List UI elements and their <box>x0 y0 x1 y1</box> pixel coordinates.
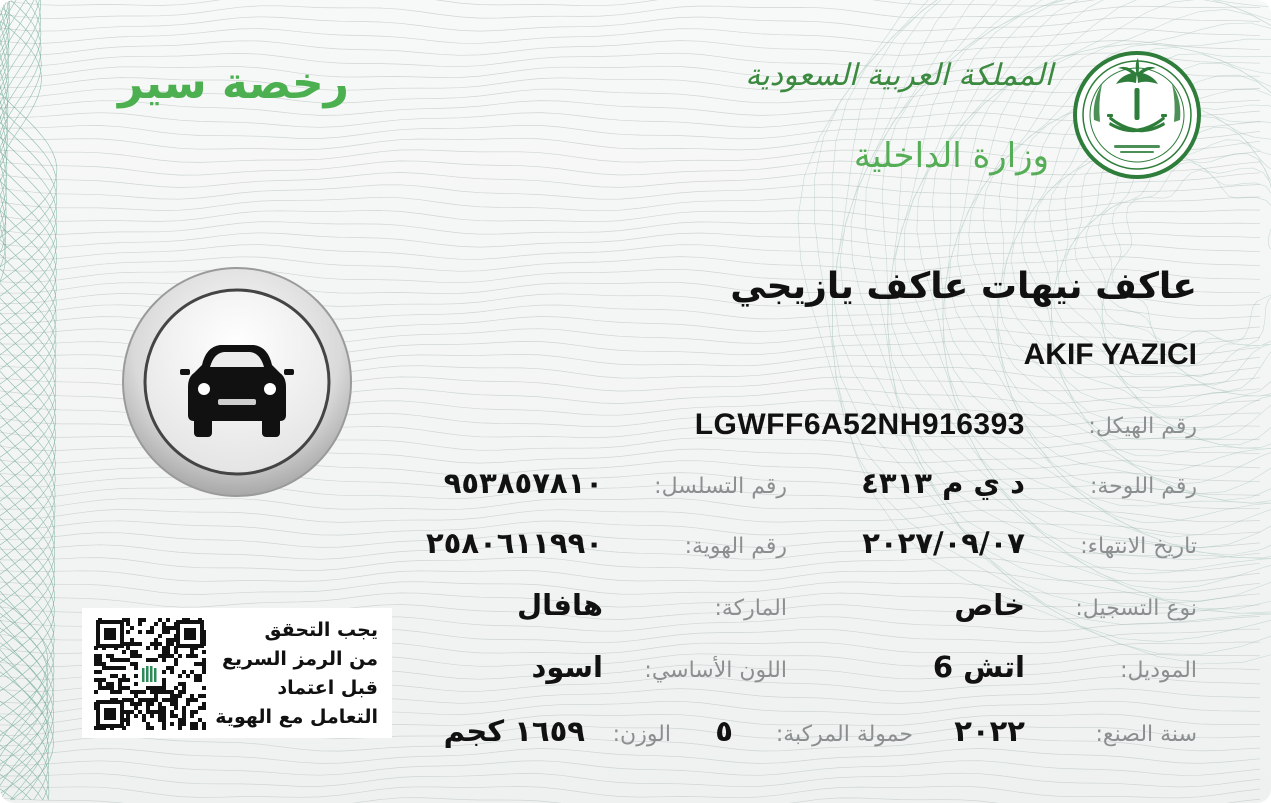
vehicle-badge <box>120 265 354 499</box>
reg-type-value: خاص <box>954 588 1025 622</box>
chassis-label: رقم الهيكل: <box>1088 414 1197 439</box>
capacity-label: حمولة المركبة: <box>775 722 913 747</box>
expiry-label: تاريخ الانتهاء: <box>1080 534 1197 559</box>
id-number-label: رقم الهوية: <box>684 534 787 559</box>
color-value: اسود <box>531 650 603 684</box>
reg-type-label: نوع التسجيل: <box>1075 596 1197 621</box>
id-number-value: ٢٥٨٠٦١١٩٩٠ <box>425 526 603 560</box>
color-label: اللون الأساسي: <box>644 658 787 683</box>
qr-note-line: من الرمز السريع <box>221 648 378 670</box>
expiry-value: ٢٠٢٧/٠٩/٠٧ <box>862 526 1025 560</box>
card-title: رخصة سير <box>118 58 349 109</box>
saudi-emblem-icon <box>1072 50 1202 180</box>
model-value: اتش 6 <box>932 650 1025 684</box>
weight-value: ١٦٥٩ كجم <box>443 714 585 748</box>
make-value: هافال <box>516 588 603 622</box>
serial-value: ٩٥٣٨٥٧٨١٠ <box>443 466 603 500</box>
holder-name-ar: عاكف نيهات عاكف يازيجي <box>730 266 1197 307</box>
weight-label: الوزن: <box>612 722 671 747</box>
model-label: الموديل: <box>1120 658 1197 683</box>
holder-name-en: AKIF YAZICI <box>1023 338 1197 371</box>
car-front-icon <box>120 265 354 499</box>
qr-verification-box <box>82 608 392 738</box>
kingdom-name: المملكة العربية السعودية <box>745 58 1053 93</box>
year-value: ٢٠٢٢ <box>954 714 1025 748</box>
ministry-name: وزارة الداخلية <box>853 136 1049 176</box>
qr-note <box>215 616 378 732</box>
year-label: سنة الصنع: <box>1095 722 1197 747</box>
capacity-value: ٥ <box>715 714 733 748</box>
qr-note-line: يجب التحقق <box>264 619 378 641</box>
qr-note-line: قبل اعتماد <box>277 677 378 699</box>
make-label: الماركة: <box>714 596 787 621</box>
qr-note-line: التعامل مع الهوية <box>215 706 378 728</box>
qr-code-icon[interactable] <box>94 618 206 730</box>
serial-label: رقم التسلسل: <box>654 474 787 499</box>
plate-label: رقم اللوحة: <box>1089 474 1197 499</box>
plate-value: د ي م ٤٣١٣ <box>861 466 1025 500</box>
chassis-value: LGWFF6A52NH916393 <box>694 408 1025 441</box>
